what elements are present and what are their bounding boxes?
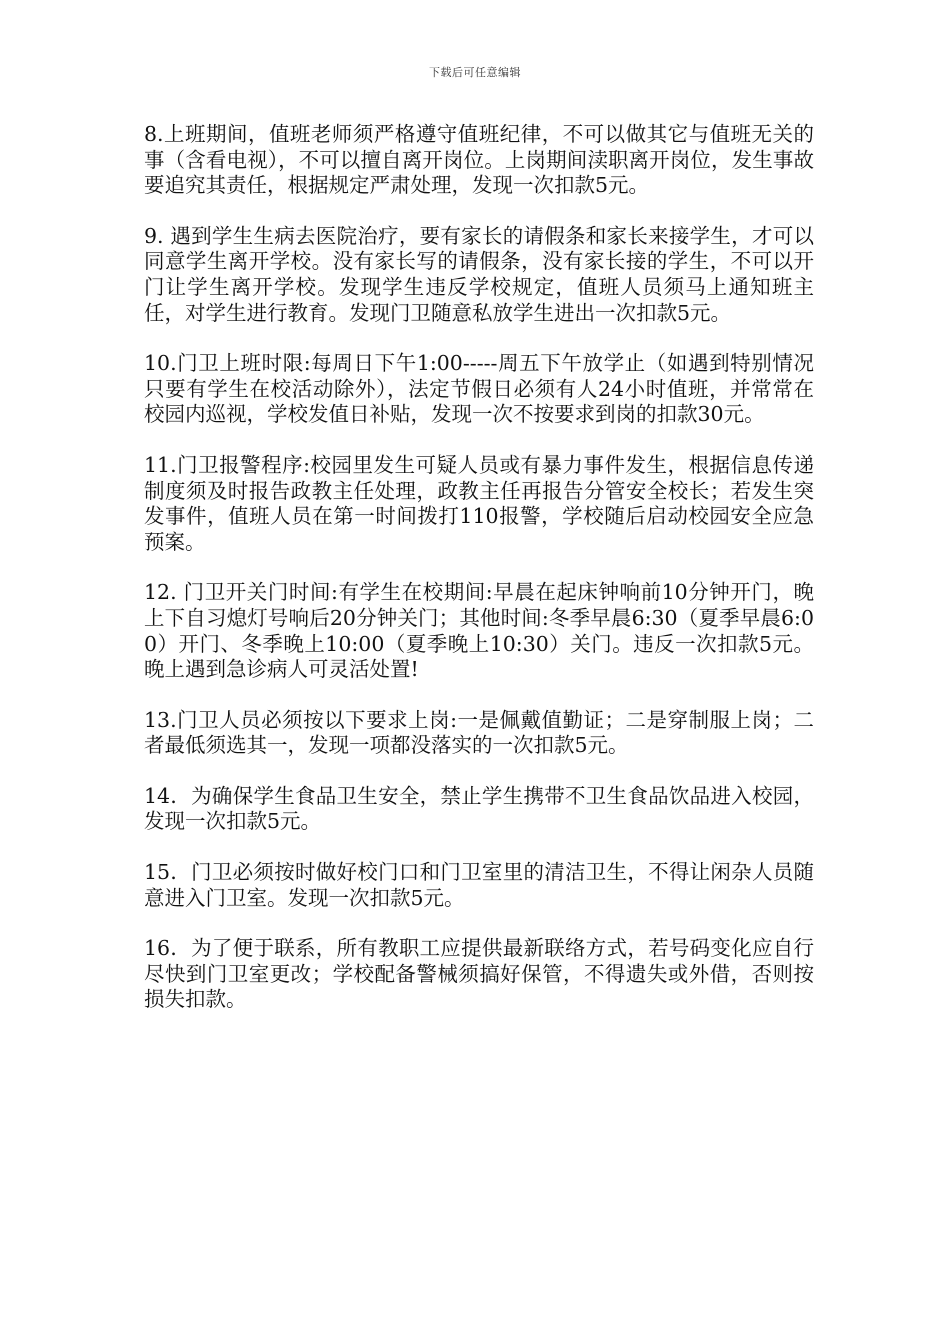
rule-paragraph-16: 16．为了便于联系，所有教职工应提供最新联络方式，若号码变化应自行尽快到门卫室更改；学校配备警械须搞好保管，不得遗失或外借，否则按损失扣款。: [144, 936, 814, 1012]
rule-paragraph-15: 15．门卫必须按时做好校门口和门卫室里的清洁卫生，不得让闲杂人员随意进入门卫室。发现一次扣款5元。: [144, 860, 814, 910]
rule-paragraph-10: 10.门卫上班时限:每周日下午1:00-----周五下午放学止（如遇到特别情况只要有学生在校活动除外），法定节假日必须有人24小时值班，并常常在校园内巡视，学校发值日补贴，发现一次不按要求到岗的扣款30元。: [144, 351, 814, 427]
document-body: [144, 122, 814, 1038]
rule-paragraph-8: 8.上班期间，值班老师须严格遵守值班纪律，不可以做其它与值班无关的事（含看电视），不可以擅自离开岗位。上岗期间渎职离开岗位，发生事故要追究其责任，根据规定严肃处理，发现一次扣款5元。: [144, 122, 814, 198]
rule-paragraph-11: 11.门卫报警程序:校园里发生可疑人员或有暴力事件发生，根据信息传递制度须及时报告政教主任处理，政教主任再报告分管安全校长；若发生突发事件，值班人员在第一时间拨打110报警，学校随后启动校园安全应急预案。: [144, 452, 814, 554]
rule-paragraph-13: 13.门卫人员必须按以下要求上岗:一是佩戴值勤证；二是穿制服上岗；二者最低须选其一，发现一项都没落实的一次扣款5元。: [144, 707, 814, 758]
rule-paragraph-12: 12. 门卫开关门时间:有学生在校期间:早晨在起床钟响前10分钟开门，晚上下自习熄灯号响后20分钟关门；其他时间:冬季早晨6:30（夏季早晨6:00）开门、冬季晚上10:00（夏季晚上10:30）关门。违反一次扣款5元。晚上遇到急诊病人可灵活处置!: [144, 580, 814, 682]
rule-paragraph-14: 14．为确保学生食品卫生安全，禁止学生携带不卫生食品饮品进入校园，发现一次扣款5元。: [144, 783, 814, 834]
header-note: 下载后可任意编辑: [429, 66, 521, 79]
rule-paragraph-9: 9. 遇到学生生病去医院治疗，要有家长的请假条和家长来接学生，才可以同意学生离开学校。没有家长写的请假条，没有家长接的学生，不可以开门让学生离开学校。发现学生违反学校规定，值班人员须马上通知班主任，对学生进行教育。发现门卫随意私放学生进出一次扣款5元。: [144, 223, 814, 325]
